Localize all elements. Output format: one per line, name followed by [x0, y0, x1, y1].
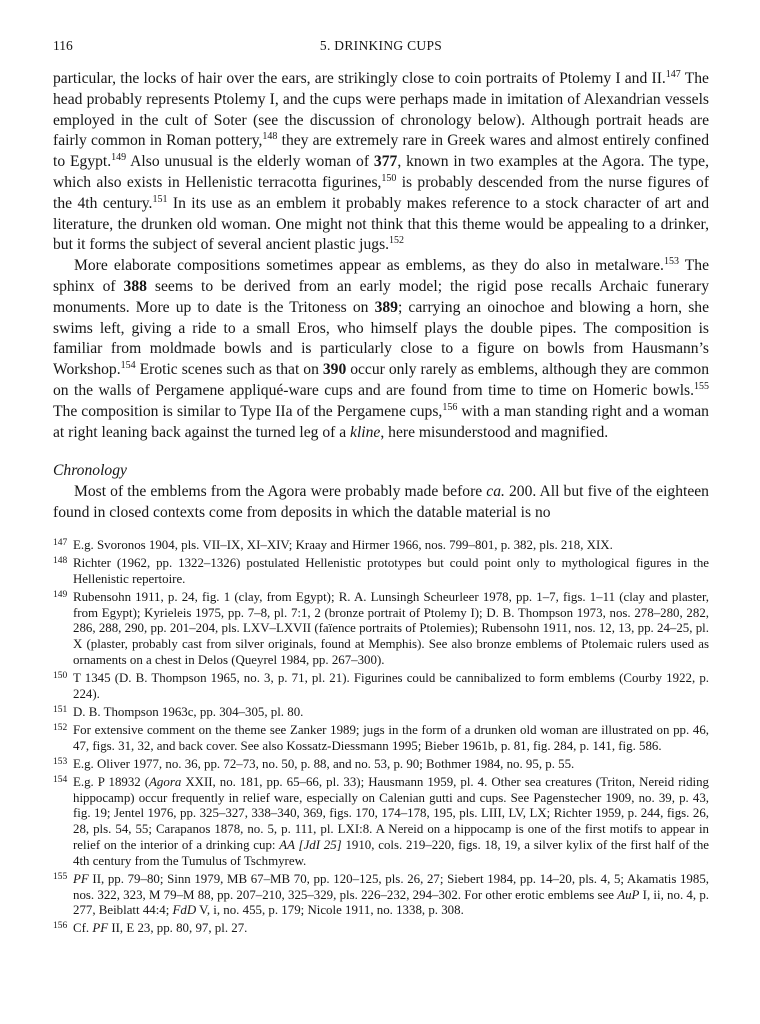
text-run: with a man standing right and a woman at right leaning back against the turned leg of a	[53, 402, 709, 441]
catalogue-number: 377	[373, 153, 398, 171]
footnote	[53, 705, 709, 721]
text-run: ; carrying an oinochoe and blowing a horn, she swims left, giving a ride to a small Eros, who himself plays the double pipes. The composition is familiar from moldmade bowls and is particularly close to a figure on bowls from Hausmann’s Workshop.	[53, 298, 709, 379]
footnote-number: 147	[53, 537, 68, 548]
footnote-text: E.g. Oliver 1977, no. 36, pp. 72–73, no. 50, p. 88, and no. 53, p. 90; Bothmer 1984, no. 95, p. 55.	[73, 756, 575, 771]
italic-title: PF	[92, 921, 109, 936]
catalogue-number: 389	[374, 298, 398, 316]
text-run: occur only rarely as emblems, although they are common on the walls of Pergamene appliqué-ware cups and are found from time to time on Homeric bowls.	[53, 361, 709, 399]
text-run: is probably descended from the nurse figures of the 4th century.	[53, 173, 710, 212]
text-run: The sphinx of	[53, 257, 709, 295]
footnote-number: 153	[53, 756, 68, 767]
footnote-text: II, pp. 79–80; Sinn 1979, MB 67–MB 70, pp. 120–125, pls. 26, 27; Siebert 1984, pp. 14–20, pls. 4, 5; Akamatis 1985, nos. 322, 323, M 79–M 88, pp. 207–210, 325–329, pls. 226–232, 294–302. For other erotic emblems see	[73, 871, 709, 902]
footnote	[53, 590, 709, 669]
text-run: Most of the emblems from the Agora were probably made before	[74, 483, 487, 501]
footnote-text: Cf.	[73, 921, 93, 936]
footnote-number: 150	[53, 670, 68, 681]
running-head: 5. DRINKING CUPS	[319, 38, 443, 53]
footnote-text: I, ii, no. 4, p. 277, Beiblatt 44:4;	[73, 887, 709, 918]
footnote-ref: 154	[120, 359, 136, 371]
text-run: particular, the locks of hair over the ears, are strikingly close to coin portraits of Ptolemy I and II.	[53, 70, 666, 87]
footnote-text: E.g. Svoronos 1904, pls. VII–IX, XI–XIV; Kraay and Hirmer 1966, nos. 799–801, p. 382, pls. 218, XIX.	[73, 537, 613, 552]
footnote-ref: 151	[152, 193, 168, 205]
italic-title: AA [JdI 25]	[279, 837, 342, 852]
paragraph-3	[53, 482, 709, 524]
footnote	[53, 872, 709, 919]
page-number: 116	[53, 38, 73, 53]
footnote	[53, 671, 709, 702]
footnote-number: 156	[53, 921, 68, 932]
catalogue-number: 390	[322, 361, 347, 379]
footnote-ref: 153	[663, 255, 679, 267]
footnote-text: For extensive comment on the theme see Zanker 1989; jugs in the form of a drunken old woman are illustrated on pp. 46, 47, figs. 31, 32, and back cover. See also Kossatz-Diessmann 1995; Bieber 1961b, p. 81, fig. 284, p. 141, fig. 586.	[73, 722, 709, 753]
footnote-ref: 150	[381, 172, 397, 184]
text-run: Erotic scenes such as that on	[135, 361, 323, 379]
footnote-text: V, i, no. 455, p. 179; Nicole 1911, no. 1338, p. 308.	[196, 903, 464, 918]
paragraph-1	[53, 69, 709, 256]
footnote-text: II, E 23, pp. 80, 97, pl. 27.	[108, 921, 248, 936]
footnote-ref: 156	[442, 401, 458, 413]
main-text	[53, 69, 709, 524]
italic-term: kline	[350, 423, 381, 441]
footnote-ref: 155	[694, 380, 709, 392]
footnotes	[53, 538, 709, 937]
italic-title: Agora	[149, 775, 182, 790]
footnote-text: D. B. Thompson 1963c, pp. 304–305, pl. 80.	[73, 704, 304, 719]
text-run: 200. All but five of the eighteen found in closed contexts come from deposits in which the datable material is no	[53, 483, 709, 521]
footnote-number: 148	[53, 555, 68, 566]
text-run: seems to be derived from an early model; the rigid pose recalls Archaic funerary monuments. More up to date is the Tritoness on	[53, 277, 709, 316]
document-page	[53, 38, 709, 940]
text-run: In its use as an emblem it probably makes reference to a stock character of art and literature, the drunken old woman. One might not think that this theme would be appealing to a drinker, but it forms the subject of several ancient plastic jugs.	[53, 194, 709, 254]
text-run: , here misunderstood and magnified.	[380, 423, 609, 441]
footnote	[53, 757, 709, 773]
italic-title: PF	[73, 871, 89, 886]
footnote-text: XXII, no. 181, pp. 65–66, pl. 33); Hausmann 1959, pl. 4. Other sea creatures (Triton, Nereid riding hippocamp) occur frequently in relief ware, especially on Calenian gutti and cups. See Pagenstecher 1909, no. 39, p. 43, fig. 19; Jentel 1976, pp. 325–327, 338–340, 369, figs. 170, 174–178, 195, pls. LIII, LV, LX; Richter 1959, p. 244, figs. 26, 28, pls. 54, 55; Carapanos 1878, no. 5, p. 111, pl. LXI:8. A Nereid on a hippocamp is one of the first motifs to appear in relief on the interior of a drinking cup:	[73, 775, 709, 852]
text-run: The composition is similar to Type IIa of the Pergamene cups,	[53, 402, 443, 420]
text-run: More elaborate compositions sometimes appear as emblems, as they do also in metalware.	[74, 257, 664, 275]
footnote-number: 155	[53, 871, 68, 882]
text-run: they are extremely rare in Greek wares and almost entirely confined to Egypt.	[53, 132, 709, 171]
footnote-text: E.g. P 18932 (	[73, 775, 150, 790]
section-heading: Chronology	[53, 462, 127, 480]
italic-title: AuP	[617, 887, 640, 902]
footnote-number: 149	[53, 589, 68, 600]
footnote-text: T 1345 (D. B. Thompson 1965, no. 3, p. 71, pl. 21). Figurines could be cannibalized to form emblems (Courby 1922, p. 224).	[73, 670, 709, 701]
footnote-ref: 149	[111, 152, 127, 163]
italic-term: ca.	[486, 483, 505, 501]
footnote-number: 151	[53, 704, 68, 715]
footnote-ref: 147	[665, 68, 681, 80]
footnote-text: 1910, cols. 219–220, figs. 18, 19, a silver kylix of the first half of the 4th century from the Tumulus of Tschmyrew.	[73, 837, 709, 868]
catalogue-number: 388	[123, 277, 147, 295]
italic-title: FdD	[172, 903, 197, 918]
footnote	[53, 921, 709, 937]
text-run: The head probably represents Ptolemy I, and the cups were perhaps made in imitation of Alexandrian vessels employed in the cult of Soter (see the discussion of chronology below). Although portrait heads are fairly common in Roman pottery,	[53, 70, 709, 150]
footnote	[53, 723, 709, 754]
paragraph-2	[53, 256, 709, 443]
footnote	[53, 538, 709, 554]
footnote	[53, 775, 709, 869]
footnote-ref: 152	[389, 235, 405, 247]
footnote-text: Rubensohn 1911, p. 24, fig. 1 (clay, from Egypt); R. A. Lunsingh Scheurleer 1978, pp. 1–7, figs. 1–11 (clay and plaster, from Egypt); Kyrieleis 1975, pp. 7–8, pl. 7:1, 2 (bronze portrait of Ptolemy I); D. B. Thompson 1973, nos. 278–280, 282, 286, 288, 290, pp. 201–204, pls. LXV–LXVII (faïence portraits of Ptolemies); Rubensohn 1911, nos. 12, 13, pp. 24–25, pl. X (plaster, probably cast from silver originals, found at Memphis). See also bronze emblems of Ptolemaic rulers used as ornaments on a chest in Delos (Queyrel 1984, pp. 267–300).	[73, 589, 709, 667]
text-run: , known in two examples at the Agora. The type, which also exists in Hellenistic terracotta figurines,	[53, 153, 709, 191]
text-run: Also unusual is the elderly woman of	[126, 153, 374, 171]
page-header	[53, 38, 709, 60]
footnote-text: Richter (1962, pp. 1322–1326) postulated Hellenistic prototypes but could point only to mythological figures in the Hellenistic repertoire.	[73, 555, 709, 586]
footnote-ref: 148	[262, 131, 278, 143]
footnote-number: 154	[53, 775, 68, 786]
footnote-number: 152	[53, 722, 68, 733]
footnote	[53, 556, 709, 587]
